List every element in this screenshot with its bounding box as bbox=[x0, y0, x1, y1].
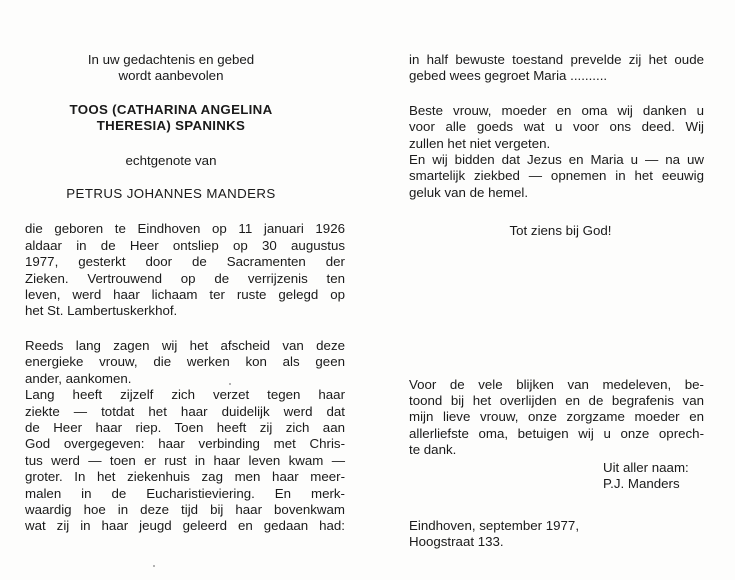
gratitude-line: geluk van de hemel. bbox=[409, 184, 529, 200]
gratitude-line: smartelijk ziekbed — opnemen in het eeuwig bbox=[409, 168, 704, 184]
spouse-name: PETRUS JOHANNES MANDERS bbox=[66, 186, 276, 202]
intro-line-2: wordt aanbevolen bbox=[118, 68, 224, 84]
thanks-line: toond bij het overlijden en de begrafenis van bbox=[409, 393, 704, 409]
farewell-text: Tot ziens bij God! bbox=[509, 223, 612, 239]
name-line-2: THERESIA) SPANINKS bbox=[96, 118, 246, 134]
left-column bbox=[25, 52, 345, 535]
place-date-block bbox=[409, 518, 704, 551]
thanks-line: te dank. bbox=[409, 442, 457, 458]
right-column bbox=[409, 52, 704, 550]
gratitude-line: Beste vrouw, moeder en oma wij danken u bbox=[409, 102, 704, 118]
paper-speck bbox=[153, 565, 155, 567]
para2-line: ander, aankomen. bbox=[25, 370, 132, 386]
para2-line: Lang heeft zijzelf zich verzet tegen haar bbox=[25, 387, 345, 403]
para2-line: wat zij in haar jeugd geleerd en gedaan had: bbox=[25, 518, 345, 534]
birth-death-paragraph bbox=[25, 221, 345, 319]
address: Hoogstraat 133. bbox=[409, 533, 504, 549]
para1-line: 1977, gesterkt door de Sacramenten der bbox=[25, 254, 345, 270]
gratitude-paragraph bbox=[409, 103, 704, 201]
signature-name: P.J. Manders bbox=[603, 476, 680, 492]
thanks-paragraph bbox=[409, 377, 704, 459]
para2-line: Reeds lang zagen wij het afscheid van deze bbox=[25, 337, 345, 353]
gratitude-line: voor alle goeds wat u voor ons deed. Wij bbox=[409, 119, 704, 135]
para1-line: het St. Lambertuskerkhof. bbox=[25, 303, 178, 319]
thanks-line: allerliefste oma, betuigen wij u onze oprech- bbox=[409, 425, 704, 441]
para1-line: leven, werd haar lichaam ter ruste gelegd op bbox=[25, 287, 345, 303]
para2-line: groter. In het ziekenhuis zag men haar meer- bbox=[25, 469, 345, 485]
gratitude-line: zullen het niet vergeten. bbox=[409, 135, 551, 151]
para2-line: God overgegeven: haar verbinding met Chris- bbox=[25, 436, 345, 452]
prayer-paragraph bbox=[409, 52, 704, 85]
para1-line: die geboren te Eindhoven op 11 januari 1926 bbox=[25, 221, 345, 237]
para2-line: tus werd — toen er rust in haar leven kwam — bbox=[25, 452, 345, 468]
name-line-1: TOOS (CATHARINA ANGELINA bbox=[69, 101, 273, 117]
para2-line: ziekte — totdat het haar duidelijk werd dat bbox=[25, 403, 345, 419]
paper-speck bbox=[229, 383, 231, 385]
gratitude-line: En wij bidden dat Jezus en Maria u — na uw bbox=[409, 152, 704, 168]
place-date: Eindhoven, september 1977, bbox=[409, 517, 580, 533]
para2-line: de Heer haar riep. Toen heeft zij zich aan bbox=[25, 419, 345, 435]
prayer-line: gebed wees gegroet Maria .......... bbox=[409, 68, 608, 84]
signature-block bbox=[409, 460, 704, 493]
prayer-line: in half bewuste toestand prevelde zij het oude bbox=[409, 52, 704, 67]
deceased-name bbox=[31, 102, 311, 135]
spouse-label: echtgenote van bbox=[125, 152, 217, 168]
para2-line: waardig hoe in deze tijd bij haar bovenkwam bbox=[25, 501, 345, 517]
remembrance-paragraph bbox=[25, 338, 345, 535]
para2-line: energieke vrouw, die werken kon als geen bbox=[25, 354, 345, 370]
signature-label: Uit aller naam: bbox=[603, 459, 689, 475]
para2-line: malen in de Eucharistieviering. En merk- bbox=[25, 485, 345, 501]
thanks-line: mijn lieve vrouw, onze zorgzame moeder en bbox=[409, 409, 704, 425]
thanks-line: Voor de vele blijken van medeleven, be- bbox=[409, 376, 704, 392]
para1-line: aldaar in de Heer ontsliep op 30 augustus bbox=[25, 237, 345, 253]
intro-line-1: In uw gedachtenis en gebed bbox=[87, 52, 255, 67]
intro-text bbox=[51, 52, 291, 85]
para1-line: Zieken. Vertrouwend op de verrijzenis ten bbox=[25, 270, 345, 286]
